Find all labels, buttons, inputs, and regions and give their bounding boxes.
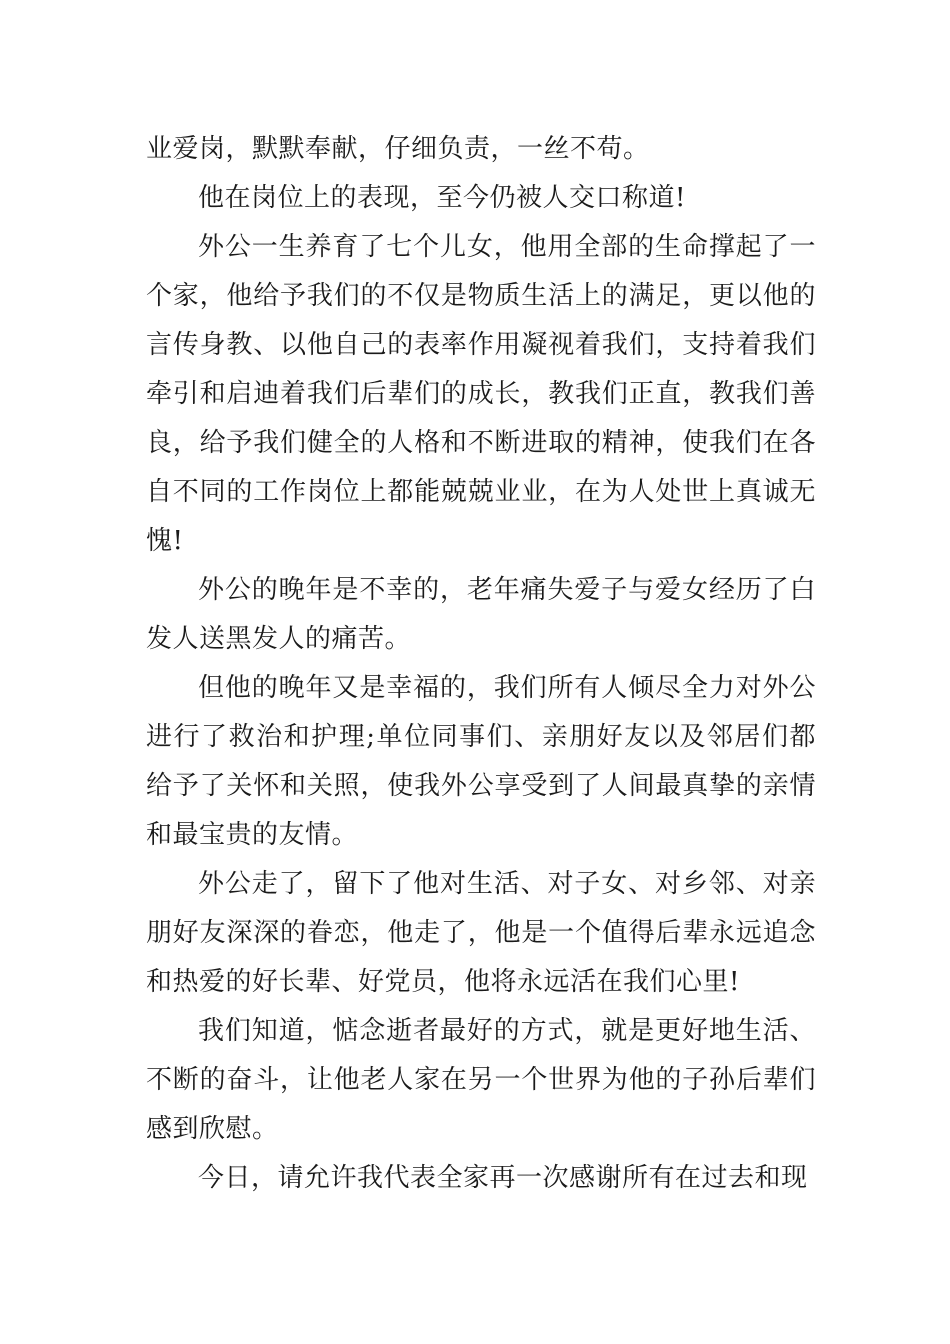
paragraph: 外公走了，留下了他对生活、对子女、对乡邻、对亲朋好友深深的眷恋，他走了，他是一个值得后辈永远追念和热爱的好长辈、好党员，他将永远活在我们心里! bbox=[146, 869, 816, 997]
document-body bbox=[146, 125, 816, 1203]
paragraph: 外公一生养育了七个儿女，他用全部的生命撑起了一个家，他给予我们的不仅是物质生活上的满足，更以他的言传身教、以他自己的表率作用凝视着我们，支持着我们牵引和启迪着我们后辈们的成长，教我们正直，教我们善良，给予我们健全的人格和不断进取的精神，使我们在各自不同的工作岗位上都能兢兢业业，在为人处世上真诚无愧! bbox=[146, 232, 816, 556]
paragraph: 但他的晚年又是幸福的，我们所有人倾尽全力对外公进行了救治和护理;单位同事们、亲朋好友以及邻居们都给予了关怀和关照，使我外公享受到了人间最真挚的亲情和最宝贵的友情。 bbox=[146, 673, 816, 850]
paragraph: 我们知道，惦念逝者最好的方式，就是更好地生活、不断的奋斗，让他老人家在另一个世界为他的子孙后辈们感到欣慰。 bbox=[146, 1016, 816, 1144]
paragraph: 他在岗位上的表现，至今仍被人交口称道! bbox=[198, 183, 686, 213]
paragraph: 今日，请允许我代表全家再一次感谢所有在过去和现 bbox=[198, 1163, 808, 1193]
paragraph: 外公的晚年是不幸的，老年痛失爱子与爱女经历了白发人送黑发人的痛苦。 bbox=[146, 575, 816, 654]
paragraph: 业爱岗，默默奉献，仔细负责，一丝不苟。 bbox=[146, 134, 650, 164]
